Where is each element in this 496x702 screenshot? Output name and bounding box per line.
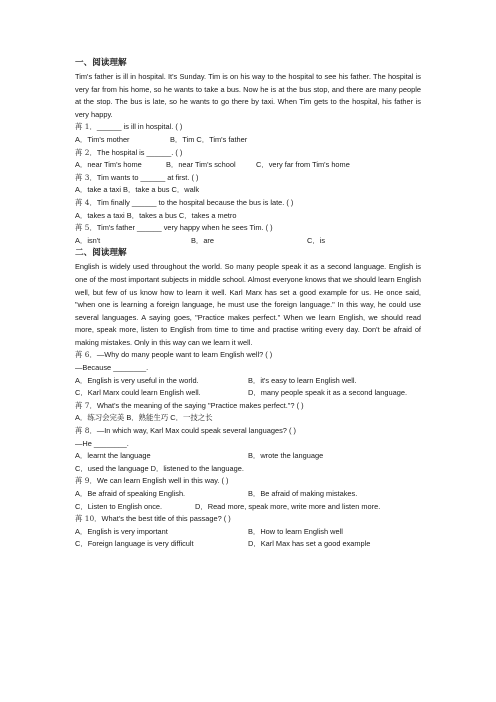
option: A．take a taxi B．take a bus C．walk (75, 185, 200, 195)
question-stem: ______ is ill in hospital. ( ) (96, 122, 183, 132)
question-2 (75, 147, 421, 160)
option: A．练习会完美 B．熟能生巧 C．一技之长 (75, 413, 213, 423)
option: B．How to learn English well (248, 526, 343, 536)
question-3-options (75, 184, 421, 197)
option: A．English is very useful in the world. (75, 375, 199, 385)
section-2-passage: English is widely used throughout the world. So many people speak it as a second language. English is one of the most important subjects in middle school. Almost everyone knows that we should learn English well, but few of us know how to learn it well. Karl Marx has set a good example for us. He once said, "when one is learning a foreign language, he must use the foreign language." In this way, he could use several languages. A saying goes, "Practice makes perfect." When we learn English, we should read more, speak more, listen to English from time to time and practise writing every day. Don't be afraid of making mistakes. Only in this way can we learn it well. (75, 262, 421, 347)
question-9 (75, 475, 421, 488)
question-2-options (75, 159, 421, 172)
question-8-prompt: —He ________. (75, 438, 129, 448)
question-6-options-row-1 (75, 375, 421, 388)
option: A．Tim's mother (75, 134, 130, 144)
option: C．Listen to English once. (75, 501, 163, 511)
option: D．many people speak it as a second language. (248, 388, 407, 398)
question-stem: The hospital is ______. ( ) (96, 147, 183, 157)
question-10 (75, 513, 421, 526)
option: B．near Tim's school (166, 160, 236, 170)
question-stem: Tim wants to ______ at first. ( ) (96, 172, 199, 182)
option: B．it's easy to learn English well. (248, 375, 357, 385)
question-9-options-row-2 (75, 501, 421, 514)
option: B．Tim C．Tim's father (170, 134, 248, 144)
question-number: 苒 5． (75, 223, 97, 233)
question-7 (75, 400, 421, 413)
question-number: 苒 6． (75, 350, 97, 360)
question-stem: What's the meaning of the saying "Practice makes perfect."? ( ) (96, 400, 304, 410)
section-2-title: 二、阅读理解 (75, 248, 127, 259)
question-3 (75, 172, 421, 185)
question-1-options (75, 134, 421, 147)
section-1-title: 一、阅读理解 (75, 58, 127, 68)
question-stem: —Why do many people want to learn English well? ( ) (96, 350, 273, 360)
question-9-options-row-1 (75, 488, 421, 501)
question-stem: What's the best title of this passage? ( ) (101, 514, 231, 524)
question-4 (75, 197, 421, 210)
question-8 (75, 425, 421, 438)
option: C．very far from Tim's home (256, 160, 350, 170)
question-number: 苒 7． (75, 400, 97, 410)
question-number: 苒 4． (75, 197, 97, 207)
section-1-passage: Tim's father is ill in hospital. It's Sunday. Tim is on his way to the hospital to see his father. The hospital is very far from his home, so he wants to take a bus. Now he is at the bus stop, and there are many people at the stop. The bus is late, so he wants to go there by taxi. When Tim gets to the hospital, his father is very happy. (75, 72, 421, 119)
question-6-prompt: —Because ________. (75, 363, 149, 373)
question-5-options (75, 235, 421, 248)
question-stem: —In which way, Karl Max could speak several languages? ( ) (96, 426, 296, 436)
question-10-options-row-1 (75, 526, 421, 539)
question-stem: Tim's father ______ very happy when he sees Tim. ( ) (96, 223, 273, 233)
option: A．English is very important (75, 526, 168, 536)
question-6 (75, 349, 421, 362)
option: A．Be afraid of speaking English. (75, 489, 186, 498)
option: D．Karl Max has set a good example (248, 539, 371, 549)
question-6-options-row-2 (75, 387, 421, 400)
question-number: 苒 3． (75, 172, 97, 182)
question-number: 苒 1． (75, 122, 97, 132)
option: A．learnt the language (75, 451, 151, 461)
option: C．is (307, 235, 326, 245)
option: B．wrote the language (248, 451, 324, 461)
question-4-options (75, 210, 421, 223)
option: A．near Tim's home (75, 160, 142, 170)
option: C．Foreign language is very difficult (75, 539, 194, 549)
question-number: 苒 8． (75, 426, 97, 436)
question-1 (75, 121, 421, 134)
question-7-options (75, 412, 421, 425)
question-number: 苒 2． (75, 147, 97, 157)
option: A．isn't (75, 235, 101, 245)
question-8-options-row-2 (75, 463, 421, 476)
question-5 (75, 222, 421, 235)
option: C．Karl Marx could learn English well. (75, 388, 201, 398)
option: C．used the language D．listened to the language. (75, 463, 244, 473)
question-8-options-row-1 (75, 450, 421, 463)
option: B．Be afraid of making mistakes. (248, 489, 358, 498)
option: D．Read more, speak more, write more and listen more. (195, 501, 381, 511)
question-10-options-row-2 (75, 538, 421, 551)
option: A．takes a taxi B．takes a bus C．takes a metro (75, 210, 237, 220)
question-number: 苒 10． (75, 514, 102, 524)
question-stem: We can learn English well in this way. ( ) (96, 476, 229, 486)
document-content (75, 57, 421, 551)
option: B．are (191, 235, 215, 245)
question-number: 苒 9． (75, 476, 97, 486)
question-stem: Tim finally ______ to the hospital because the bus is late. ( ) (96, 197, 294, 207)
